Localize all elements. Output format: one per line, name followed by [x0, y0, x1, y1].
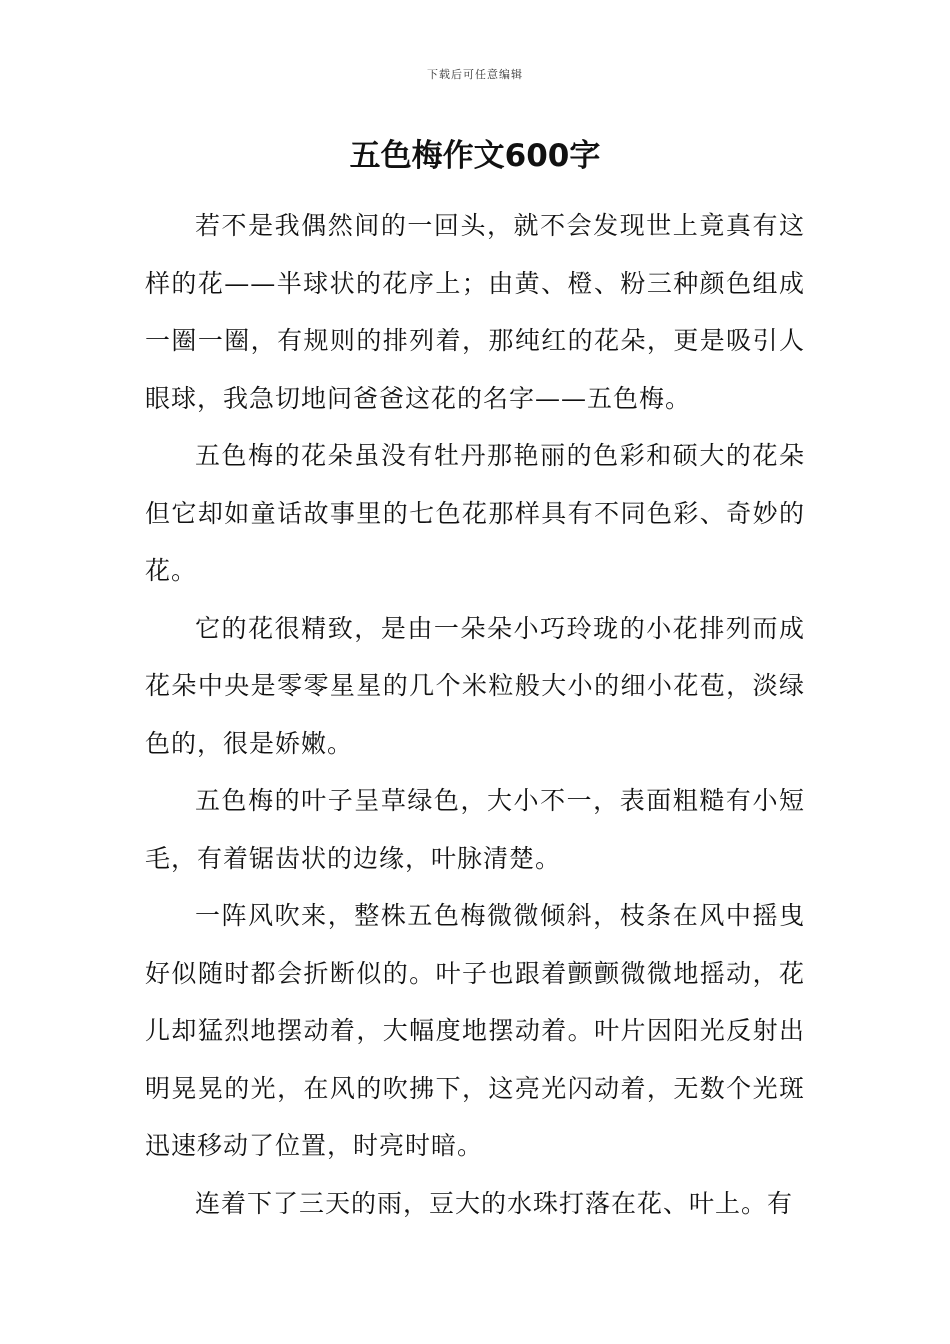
paragraph: 若不是我偶然间的一回头，就不会发现世上竟真有这样的花——半球状的花序上；由黄、橙、粉三种颜色组成一圈一圈，有规则的排列着，那纯红的花朵，更是吸引人眼球，我急切地问爸爸这花的名字——五色梅。	[145, 211, 805, 413]
essay-body	[145, 197, 805, 1232]
header-note: 下载后可任意编辑	[427, 68, 523, 81]
paragraph: 它的花很精致，是由一朵朵小巧玲珑的小花排列而成花朵中央是零零星星的几个米粒般大小的细小花苞，淡绿色的，很是娇嫩。	[145, 613, 805, 758]
paragraph: 一阵风吹来，整株五色梅微微倾斜，枝条在风中摇曳好似随时都会折断似的。叶子也跟着颤颤微微地摇动，花儿却猛烈地摆动着，大幅度地摆动着。叶片因阳光反射出明晃晃的光，在风的吹拂下，这亮光闪动着，无数个光斑迅速移动了位置，时亮时暗。	[145, 901, 805, 1160]
paragraph: 五色梅的花朵虽没有牡丹那艳丽的色彩和硕大的花朵但它却如童话故事里的七色花那样具有不同色彩、奇妙的花。	[145, 441, 805, 585]
paragraph: 连着下了三天的雨，豆大的水珠打落在花、叶上。有	[195, 1188, 794, 1218]
paragraph: 五色梅的叶子呈草绿色，大小不一，表面粗糙有小短毛，有着锯齿状的边缘，叶脉清楚。	[145, 786, 805, 873]
page-title: 五色梅作文600字	[349, 138, 601, 174]
